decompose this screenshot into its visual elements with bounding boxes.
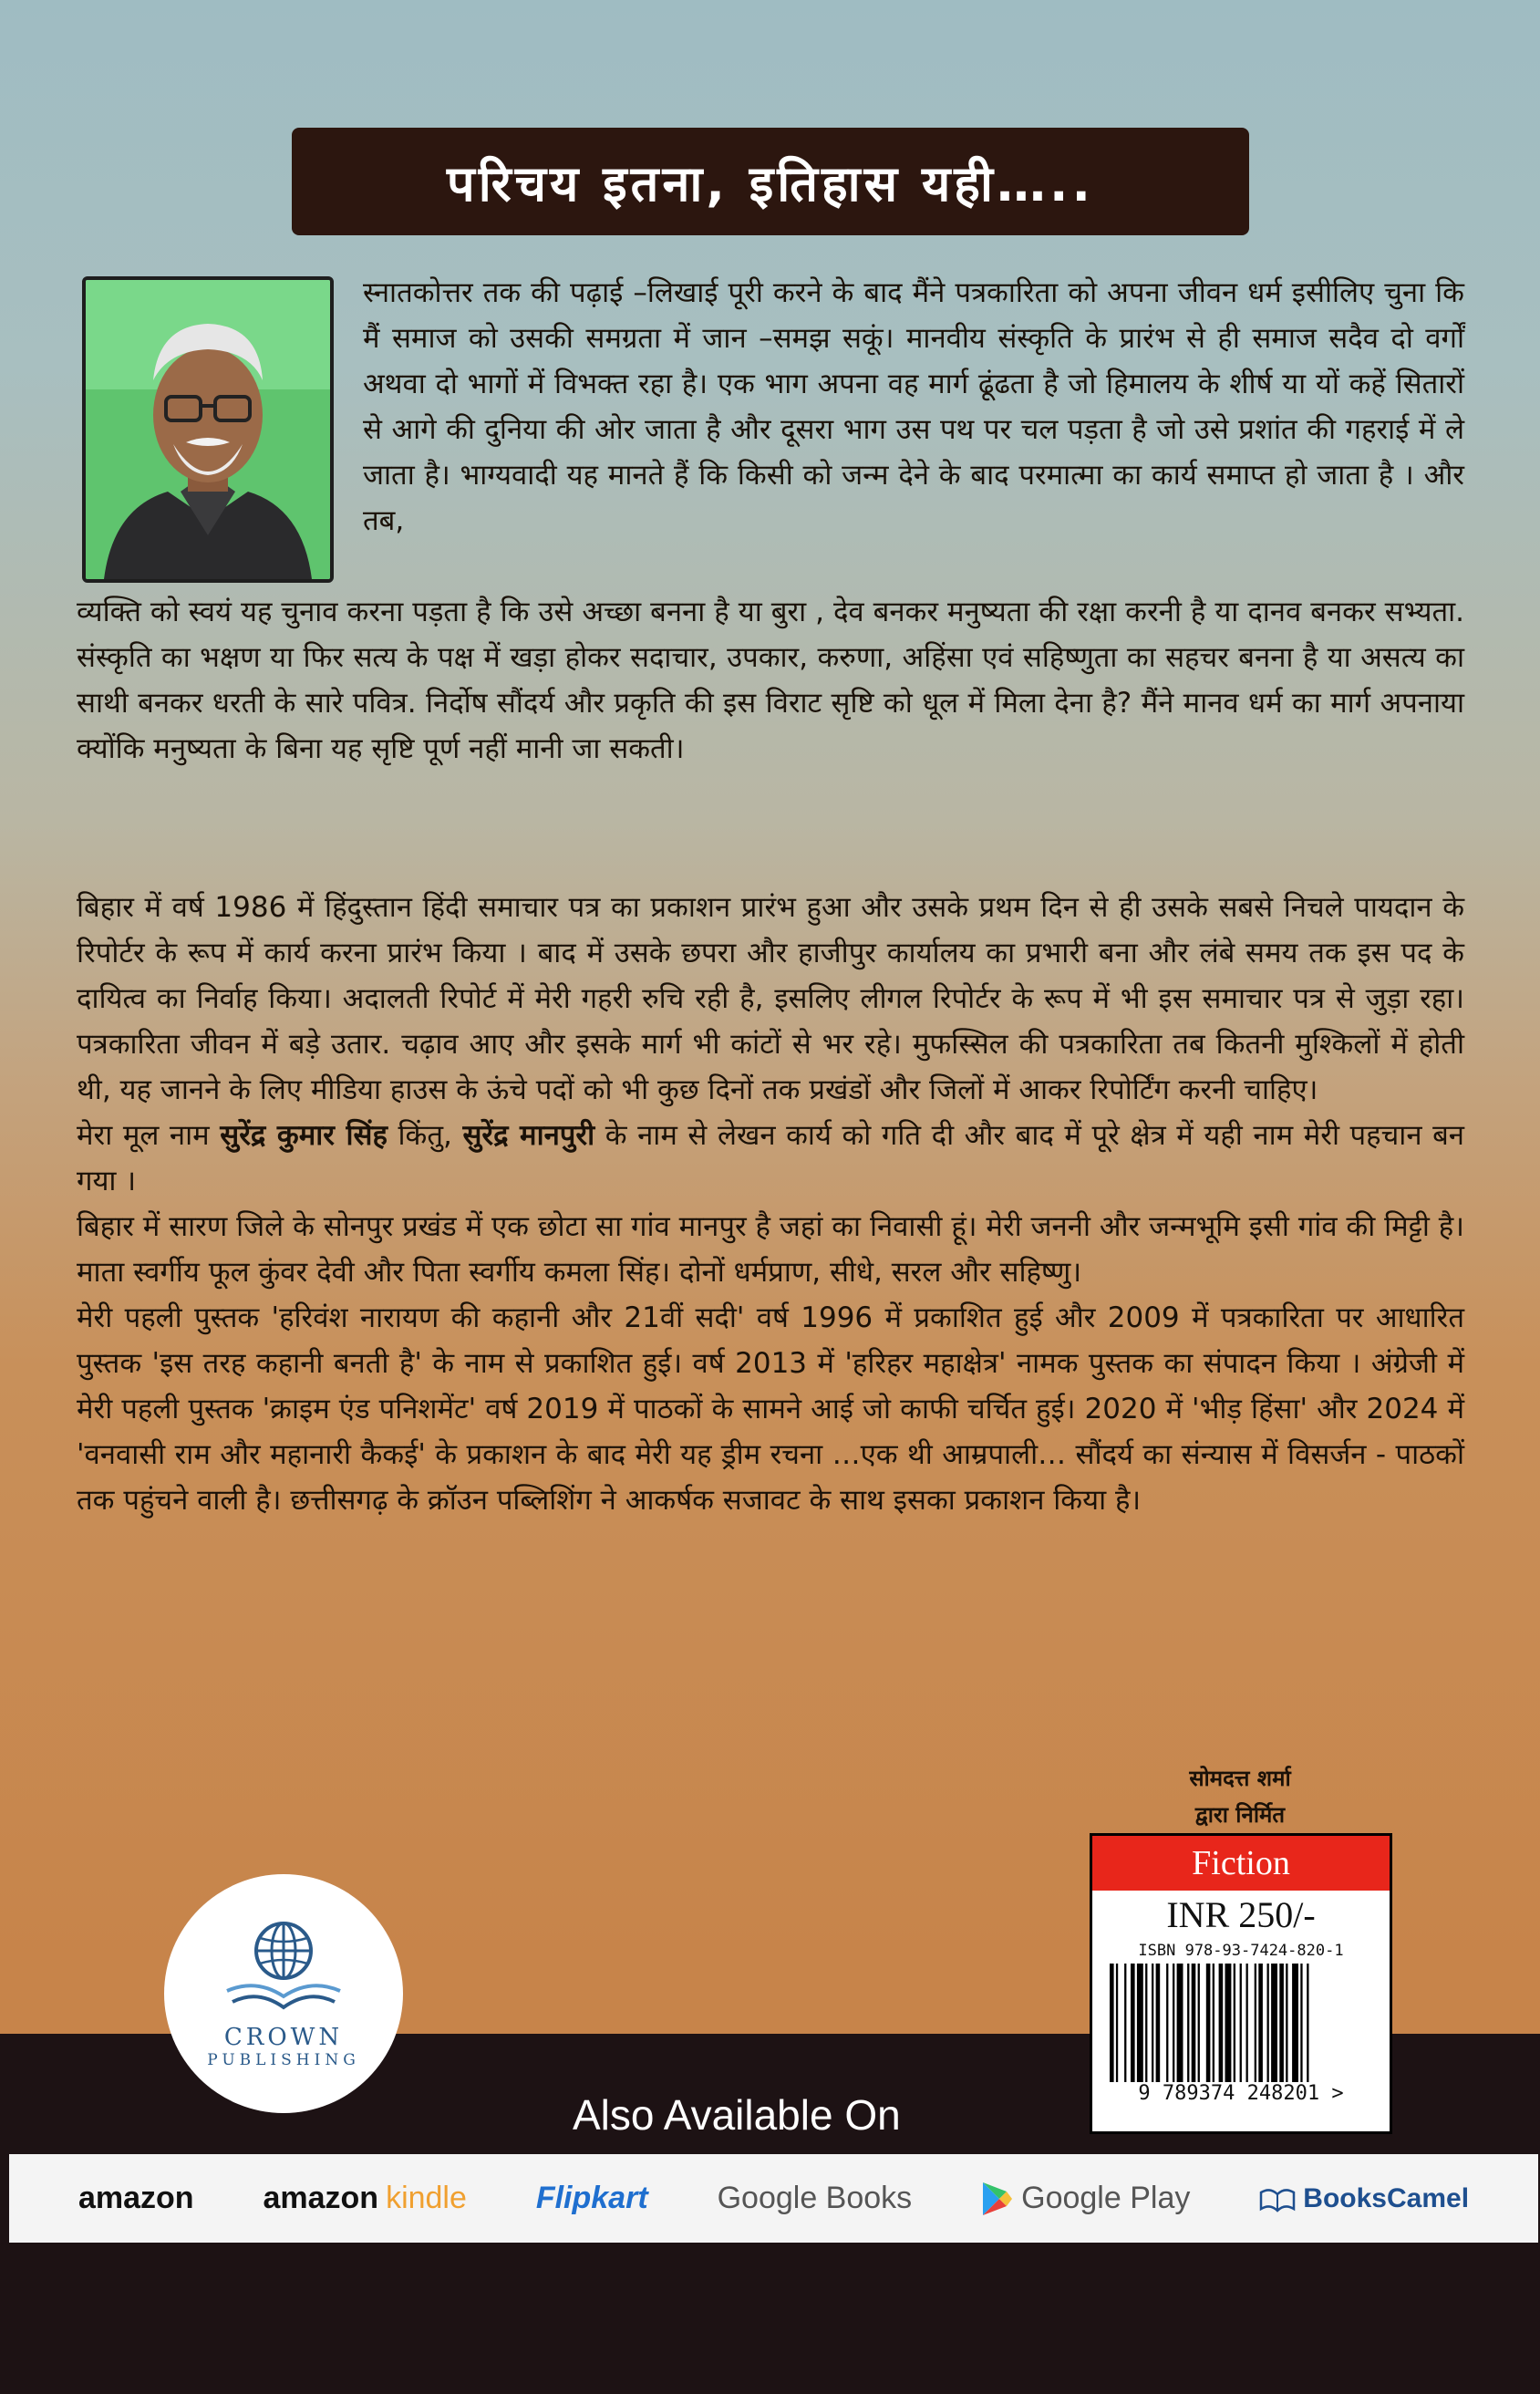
amazon-kindle-logo[interactable] [263, 2181, 466, 2216]
title-banner [292, 128, 1249, 235]
amazon-logo[interactable] [78, 2181, 194, 2216]
author-photo [82, 276, 334, 583]
about-text-side: स्नातकोत्तर तक की पढ़ाई –लिखाई पूरी करने के बाद मैंने पत्रकारिता को अपना जीवन धर्म इसीलिए चुना कि मैं समाज को उसकी समग्रता में जान –समझ सकूं। मानवीय संस्कृति के प्रारंभ से ही समाज सदैव दो वर्गों अथवा दो भागों में विभक्त रहा है। एक भाग अपना वह मार्ग ढूंढता है जो हिमालय के शीर्ष या यों कहें सितारों से आगे की दुनिया की ओर जाता है और दूसरा भाग उस पथ पर चल पड़ता है जो उसे प्रशांत की गहराई में ले जाता है। भाग्यवादी यह मानते हैं कि किसी को जन्म देने के बाद परमात्मा का कार्य समाप्त हो जाता है । और तब, [363, 276, 1464, 537]
author-portrait-image [86, 280, 330, 579]
google-play-logo[interactable] [981, 2181, 1190, 2217]
hometown-paragraph: बिहार में सारण जिले के सोनपुर प्रखंड में एक छोटा सा गांव मानपुर है जहां का निवासी हूं। मेरी जननी और जन्मभूमि इसी गांव की मिट्टी है। माता स्वर्गीय फूल कुंवर देवी और पिता स्वर्गीय कमला सिंह। दोनों धर्मप्राण, सीधे, सरल और सहिष्णु। [77, 1210, 1464, 1289]
isbn-label: ISBN 978-93-7424-820-1 [1138, 1942, 1344, 1960]
globe-book-icon [220, 1918, 347, 2018]
name-paragraph [77, 1113, 1464, 1204]
name-text-pre: मेरा मूल नाम [77, 1119, 210, 1152]
flipkart-logo[interactable] [536, 2181, 648, 2216]
designer-name: सोमदत्त शर्मा [1189, 1766, 1291, 1791]
career-paragraph: बिहार में वर्ष 1986 में हिंदुस्तान हिंदी समाचार पत्र का प्रकाशन प्रारंभ हुआ और उसके प्रथम दिन से ही उसके सबसे निचले पायदान के रिपोर्टर के रूप में कार्य करना प्रारंभ किया । बाद में उसके छपरा और हाजीपुर कार्यालय का प्रभारी बना और लंबे समय तक इस पद के दायित्व का निर्वाह किया। अदालती रिपोर्ट में मेरी गहरी रुचि रही है, इसलिए लीगल रिपोर्टर के रूप में भी इस समाचार पत्र से जुड़ा रहा। पत्रकारिता जीवन में बड़े उतार. चढ़ाव आए और इसके मार्ग भी कांटों से भर रहे। मुफस्सिल की पत्रकारिता तब कितनी मुश्किलों में होती थी, यह जानने के लिए मीडिया हाउस के ऊंचे पदों को भी कुछ दिनों तक प्रखंडों और जिलों में आकर रिपोर्टिंग करनी चाहिए। [77, 891, 1464, 1106]
about-text-full: व्यक्ति को स्वयं यह चुनाव करना पड़ता है कि उसे अच्छा बनना है या बुरा , देव बनकर मनुष्यता की रक्षा करनी है या दानव बनकर सभ्यता. संस्कृति का भक्षण या फिर सत्य के पक्ष में खड़ा होकर सदाचार, उपकार, करुणा, अहिंसा एवं सहिष्णुता का सहचर बनना है या असत्य का साथी बनकर धरती के सारे पवित्र. निर्दोष सौंदर्य और प्रकृति की इस विराट सृष्टि को धूल में मिला देना है? मैंने मानव धर्म का मार्ग अपनाया क्योंकि मनुष्यता के बिना यह सृष्टि पूर्ण नहीं मानी जा सकती। [77, 596, 1464, 765]
price-label: INR 250/- [1166, 1894, 1316, 1935]
bookscamel-logo[interactable] [1259, 2183, 1469, 2214]
google-books-label: Google Books [717, 2181, 913, 2215]
pen-name: सुरेंद्र मानपुरी [462, 1119, 595, 1152]
genre-label: Fiction [1092, 1836, 1390, 1891]
books-paragraph: मेरी पहली पुस्तक 'हरिवंश नारायण की कहानी और 21वीं सदी' वर्ष 1996 में प्रकाशित हुई और 2009 में पत्रकारिता पर आधारित पुस्तक 'इस तरह कहानी बनती है' के नाम से प्रकाशित हुई। वर्ष 2013 में 'हरिहर महाक्षेत्र' नामक पुस्तक का संपादन किया । अंग्रेजी में मेरी पहली पुस्तक 'क्राइम एंड पनिशमेंट' वर्ष 2019 में पाठकों के सामने आई जो काफी चर्चित हुई। 2020 में 'भीड़ हिंसा' और 2024 में 'वनवासी राम और महानारी कैकई' के प्रकाशन के बाद मेरी यह ड्रीम रचना …एक थी आम्रपाली… सौंदर्य का संन्यास में विसर्जन - पाठकों तक पहुंचने वाली है। छत्तीसगढ़ के क्रॉउन पब्लिशिंग ने आकर्षक सजावट के साथ इसका प्रकाशन किया है। [77, 1301, 1464, 1517]
flipkart-label: Flipkart [535, 2181, 648, 2215]
google-play-label: Google Play [1021, 2181, 1191, 2215]
stores-bar [9, 2154, 1538, 2243]
page-title: परिचय इतना, इतिहास यही….. [447, 155, 1094, 212]
about-body [77, 885, 1464, 1523]
publisher-tagline: PUBLISHING [207, 2051, 360, 2069]
kindle-amazon-label: amazon [263, 2181, 379, 2215]
about-paragraph-1-side [363, 270, 1464, 544]
original-name: सुरेंद्र कुमार सिंह [220, 1119, 388, 1152]
kindle-label: kindle [386, 2181, 467, 2215]
also-available-heading: Also Available On [573, 2091, 901, 2139]
about-paragraph-1-full [77, 589, 1464, 772]
design-credit [1131, 1760, 1349, 1833]
price-barcode-box [1090, 1833, 1392, 2134]
amazon-label: amazon [78, 2181, 194, 2215]
publisher-logo [164, 1874, 403, 2113]
name-text-post: के नाम से लेखन कार्य को गति दी और बाद में पूरे क्षेत्र में यही नाम मेरी पहचान बन गया । [77, 1119, 1465, 1197]
barcode-number: 9 789374 248201 > [1138, 2082, 1344, 2105]
barcode-image [1106, 1964, 1376, 2082]
publisher-name: CROWN [223, 2024, 344, 2051]
designer-label: द्वारा निर्मित [1194, 1802, 1286, 1828]
open-book-icon [1259, 2185, 1296, 2213]
google-books-logo[interactable] [718, 2181, 913, 2216]
bookscamel-label: BooksCamel [1303, 2182, 1470, 2213]
play-triangle-icon [981, 2181, 1014, 2217]
name-text-mid: किंतु, [398, 1119, 452, 1152]
